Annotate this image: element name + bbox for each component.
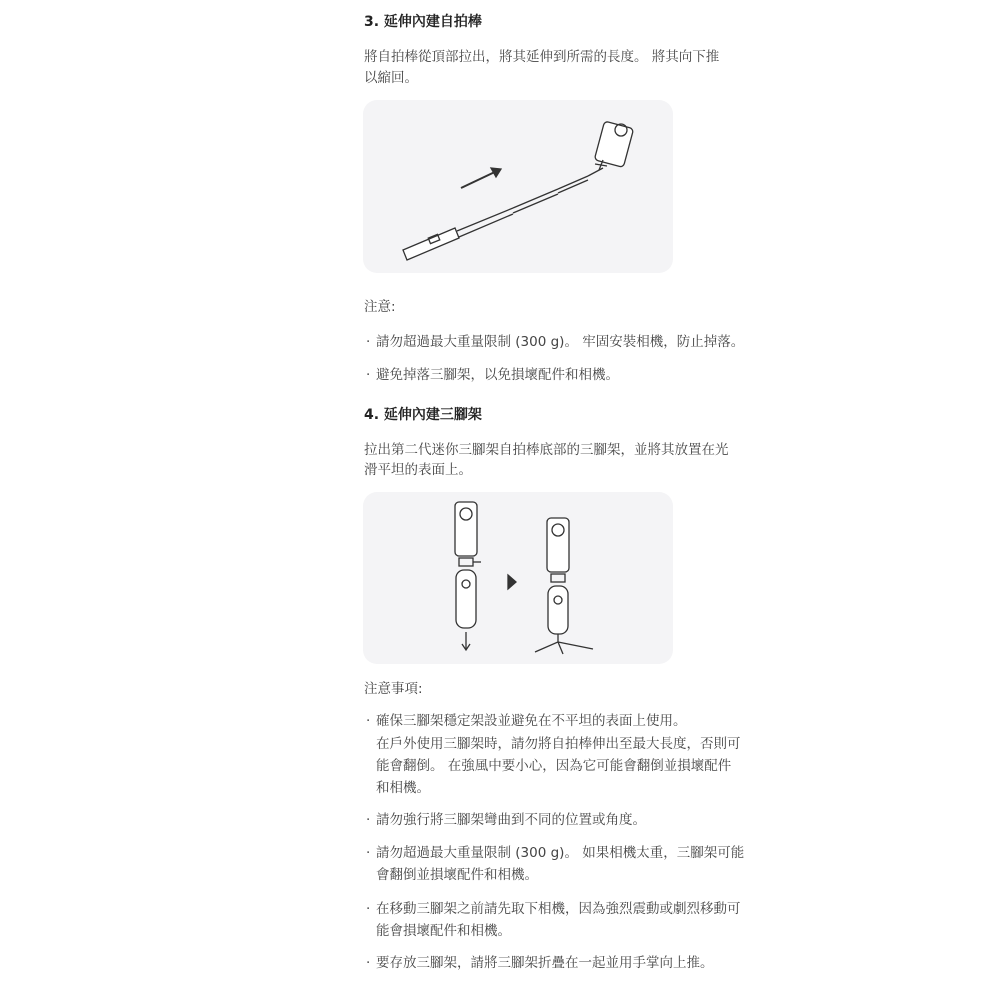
section-4-para-line: 滑平坦的表面上。 (364, 462, 472, 478)
note-item-line: 會翻倒並損壞配件和相機。 (376, 867, 538, 883)
note-item-line: 能會翻倒。 在強風中要小心，因為它可能會翻倒並損壞配件 (376, 758, 732, 774)
note-item: · 請勿強行將三腳架彎曲到不同的位置或角度。 (366, 812, 646, 828)
tripod-extend-illustration (363, 492, 673, 664)
note-item: · 在移動三腳架之前請先取下相機，因為強烈震動或劇烈移動可 (366, 901, 741, 917)
note-item-line: 能會損壞配件和相機。 (376, 923, 511, 939)
note-item-line: 在戶外使用三腳架時，請勿將自拍棒伸出至最大長度，否則可 (376, 736, 741, 752)
note-item: · 避免掉落三腳架，以免損壞配件和相機。 (366, 367, 619, 383)
tripod-icon (363, 492, 673, 664)
section-4-heading: 4. 延伸內建三腳架 (364, 407, 482, 423)
note-item: · 確保三腳架穩定架設並避免在不平坦的表面上使用。 (366, 713, 687, 729)
section-4-note-label: 注意事項: (364, 681, 423, 697)
note-item: · 要存放三腳架，請將三腳架折疊在一起並用手掌向上推。 (366, 955, 714, 971)
note-item: · 請勿超過最大重量限制 (300 g)。 如果相機太重，三腳架可能 (366, 845, 745, 861)
selfie-stick-extend-illustration (363, 100, 673, 273)
section-4-para-line: 拉出第二代迷你三腳架自拍棒底部的三腳架，並將其放置在光 (364, 442, 729, 458)
section-3-note-label: 注意: (364, 299, 396, 315)
selfie-stick-icon (363, 100, 673, 273)
section-3-para-line: 將自拍棒從頂部拉出，將其延伸到所需的長度。 將其向下推 (364, 49, 720, 65)
note-item-line: 和相機。 (376, 780, 430, 796)
section-3-para-line: 以縮回。 (364, 70, 418, 86)
note-item: · 請勿超過最大重量限制 (300 g)。 牢固安裝相機，防止掉落。 (366, 334, 745, 350)
section-3-heading: 3. 延伸內建自拍棒 (364, 14, 482, 30)
